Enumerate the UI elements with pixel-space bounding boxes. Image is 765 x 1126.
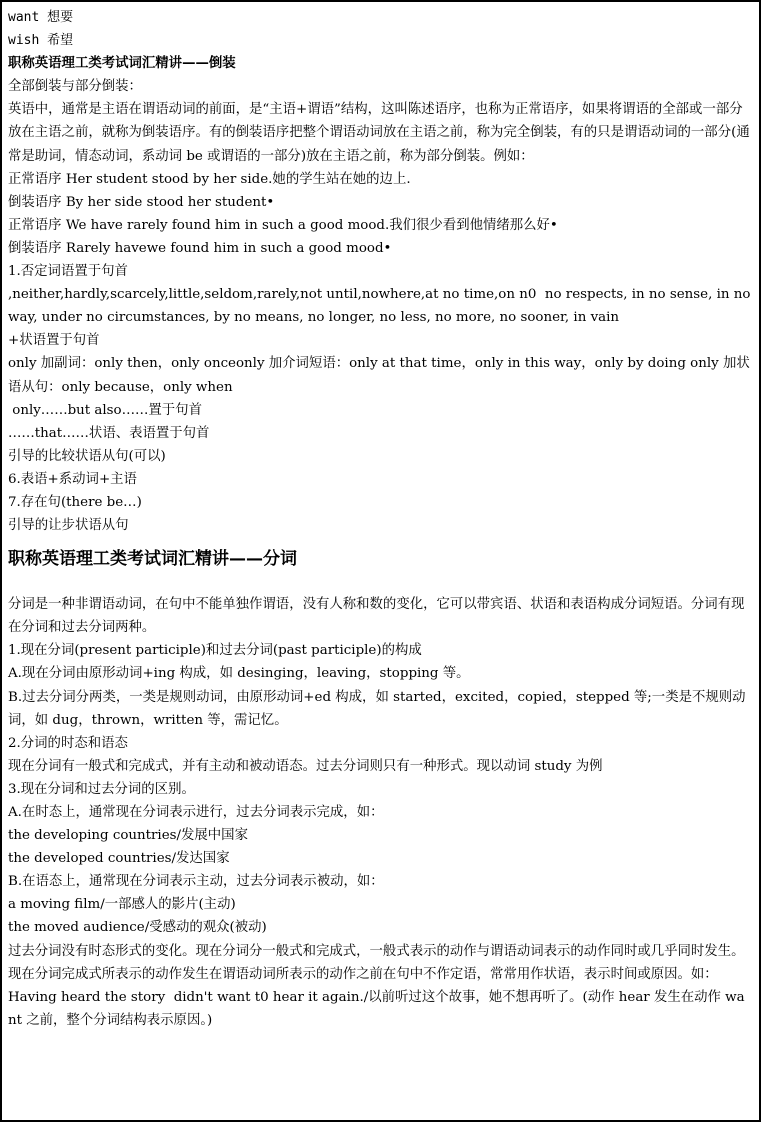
list-item: only……but also……置于句首 — [8, 402, 202, 418]
list-item: A.在时态上，通常现在分词表示进行，过去分词表示完成，如： — [8, 805, 384, 820]
section-title-participle: 职称英语理工类考试词汇精讲——分词 — [8, 549, 297, 570]
example-line: 正常语序 We have rarely found him in such a good mood.我们很少看到他情绪那么好• — [8, 217, 558, 233]
vocab-line-wish: wish 希望 — [8, 33, 74, 49]
paragraph: only 加副词：only then，only onceonly 加介词短语：only at that time，only in this way，only by doing only 加状语从句：only because，only when — [8, 356, 750, 395]
list-item: 6.表语+系动词+主语 — [8, 471, 137, 487]
paragraph: 全部倒装与部分倒装： — [8, 79, 142, 95]
paragraph: 英语中，通常是主语在谓语动词的前面，是“主语+谓语”结构，这叫陈述语序，也称为正常语序，如果将谓语的全部或一部分放在主语之前，就称为倒装语序。有的倒装语序把整个谓语动词放在主语之前，称为完全倒装，有的只是谓语动词的一部分(通常是助词，情态动词，系动词 be 或谓语的一部分)放在主语之前，称为部分倒装。例如： — [8, 102, 750, 164]
list-item: B.过去分词分两类，一类是规则动词，由原形动词+ed 构成，如 started，excited，copied，stepped 等;一类是不规则动词，如 dug，thrown，written 等，需记忆。 — [8, 689, 746, 728]
list-heading: 1.现在分词(present participle)和过去分词(past participle)的构成 — [8, 643, 422, 659]
example-line: 倒装语序 Rarely havewe found him in such a good mood• — [8, 240, 392, 256]
list-item: ……that……状语、表语置于句首 — [8, 425, 210, 441]
example-line: the developing countries/发展中国家 — [8, 828, 248, 844]
paragraph: ,neither,hardly,scarcely,little,seldom,rarely,not until,nowhere,at no time,on n0 no respects, in no sense, in no way, under no circumstances, by no means, no longer, no less, no more, no sooner, in vain — [8, 287, 755, 326]
example-line: 正常语序 Her student stood by her side.她的学生站在她的边上. — [8, 171, 411, 187]
example-line: the moved audience/受感动的观众(被动) — [8, 920, 267, 936]
list-item: B.在语态上，通常现在分词表示主动，过去分词表示被动，如： — [8, 874, 384, 890]
list-item: 引导的比较状语从句(可以) — [8, 448, 166, 464]
example-line: the developed countries/发达国家 — [8, 851, 230, 867]
example-line: Having heard the story didn't want t0 hear it again./以前听过这个故事，她不想再听了。(动作 hear 发生在动作 want 之前，整个分词结构表示原因。) — [8, 989, 745, 1028]
list-heading: 2.分词的时态和语态 — [8, 735, 128, 751]
list-heading: +状语置于句首 — [8, 333, 100, 349]
list-heading: 3.现在分词和过去分词的区别。 — [8, 781, 195, 797]
paragraph: 过去分词没有时态形式的变化。现在分词分一般式和完成式，一般式表示的动作与谓语动词表示的动作同时或几乎同时发生。现在分词完成式所表示的动作发生在谓语动词所表示的动作之前在句中不作定语，常常用作状语，表示时间或原因。如： — [8, 943, 745, 982]
paragraph: 分词是一种非谓语动词，在句中不能单独作谓语，没有人称和数的变化，它可以带宾语、状语和表语构成分词短语。分词有现在分词和过去分词两种。 — [8, 597, 745, 636]
list-item: A.现在分词由原形动词+ing 构成，如 desinging，leaving，stopping 等。 — [8, 666, 470, 682]
list-item: 7.存在句(there be…) — [8, 494, 142, 510]
paragraph: 现在分词有一般式和完成式，并有主动和被动语态。过去分词则只有一种形式。现以动词 study 为例 — [8, 758, 603, 774]
example-line: 倒装语序 By her side stood her student• — [8, 194, 275, 210]
list-heading: 1.否定词语置于句首 — [8, 264, 128, 280]
list-item: 引导的让步状语从句 — [8, 518, 129, 534]
section-title-inversion: 职称英语理工类考试词汇精讲——倒装 — [8, 56, 236, 72]
example-line: a moving film/一部感人的影片(主动) — [8, 897, 236, 913]
vocab-line-want: want 想要 — [8, 10, 74, 25]
